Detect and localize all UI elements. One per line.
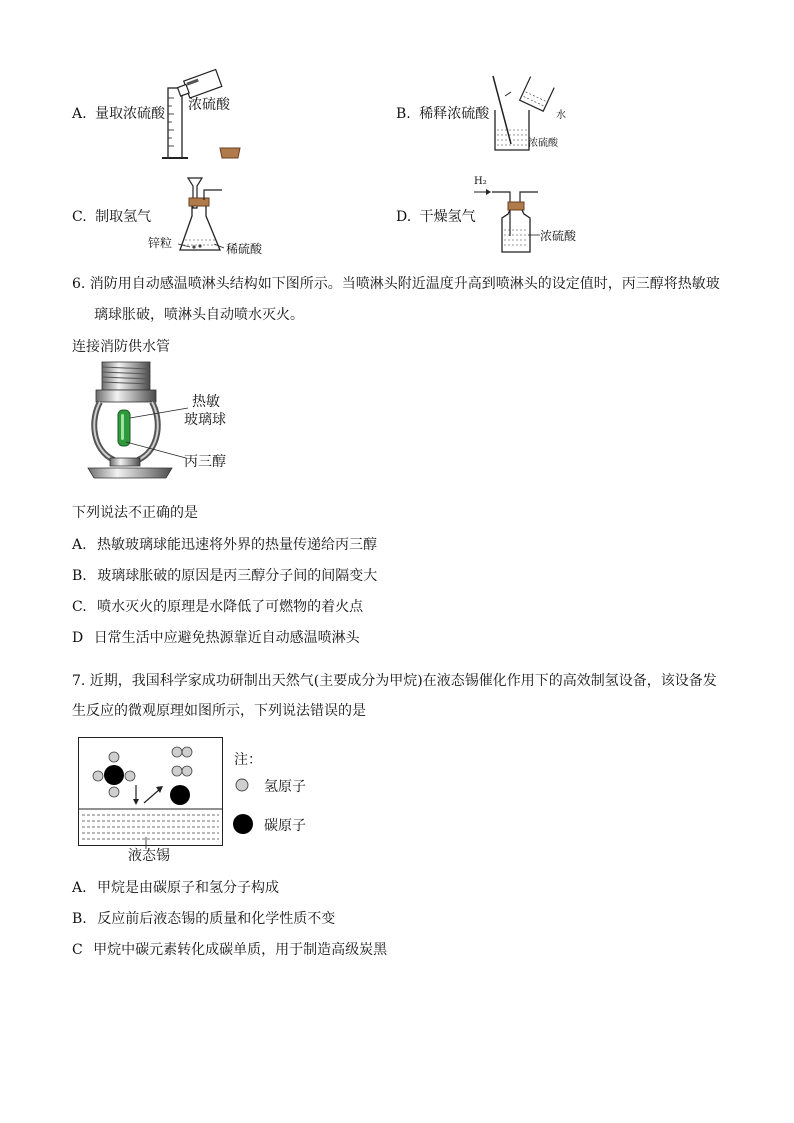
q7-option-b-letter: B. <box>72 911 87 927</box>
q7-hydrogen-label: 氢原子 <box>264 779 306 795</box>
q6-option-b-letter: B. <box>72 568 87 584</box>
q6-option-d-text: 日常生活中应避免热源靠近自动感温喷淋头 <box>93 630 360 646</box>
q5-d-drying-bottle-figure <box>472 180 552 258</box>
q7-tin-label: 液态锡 <box>128 848 170 864</box>
q6-stem-line2: 璃球胀破，喷淋头自动喷水灭火。 <box>94 307 304 323</box>
q6-bulb-label-1: 热敏 <box>192 394 220 410</box>
q6-option-a-text: 热敏玻璃球能迅速将外界的热量传递给丙三醇 <box>97 537 378 553</box>
q7-option-c-letter: C <box>72 942 83 958</box>
q5-d-acid-label: 浓硫酸 <box>540 229 577 243</box>
q7-stem-line2: 生反应的微观原理如图所示，下列说法错误的是 <box>72 703 366 719</box>
q5-option-d-text: 干燥氢气 <box>419 209 476 225</box>
q5-option-d <box>396 207 476 227</box>
q7-option-a-letter: A. <box>72 880 87 896</box>
q7-option-b <box>72 909 335 929</box>
q6-option-c-text: 喷水灭火的原理是水降低了可燃物的着火点 <box>97 599 364 615</box>
q5-option-b-letter: B. <box>396 106 411 122</box>
q5-d-gas-label: H₂ <box>474 176 487 187</box>
q6-option-c-letter: C. <box>72 599 87 615</box>
q7-option-a <box>72 878 279 898</box>
q5-option-c-text: 制取氢气 <box>95 209 152 225</box>
q5-option-a-text: 量取浓硫酸 <box>95 106 166 122</box>
q7-option-a-text: 甲烷是由碳原子和氢分子构成 <box>97 880 280 896</box>
q5-option-b <box>396 104 489 124</box>
q5-a-graduated-cylinder-figure <box>160 70 250 162</box>
q5-option-a <box>72 104 165 124</box>
q5-option-c-letter: C. <box>72 209 87 225</box>
q7-stem-line1: 7. 近期，我国科学家成功研制出天然气(主要成分为甲烷)在液态锡催化作用下的高效制氢设备，该设备发 <box>72 673 717 689</box>
q7-carbon-legend-icon <box>232 813 254 835</box>
q7-option-b-text: 反应前后液态锡的质量和化学性质不变 <box>97 911 336 927</box>
q6-option-d <box>72 628 360 648</box>
q6-option-a-letter: A. <box>72 537 87 553</box>
q6-question: 下列说法不正确的是 <box>72 505 198 521</box>
q6-option-b <box>72 566 377 586</box>
q5-a-label: 浓硫酸 <box>188 97 230 113</box>
q6-option-a <box>72 535 377 555</box>
q7-note-label: 注： <box>234 752 262 768</box>
q7-carbon-label: 碳原子 <box>264 818 306 834</box>
q7-option-c-text: 甲烷中碳元素转化成碳单质，用于制造高级炭黑 <box>93 942 388 958</box>
q5-option-d-letter: D. <box>396 209 412 225</box>
q6-option-d-letter: D <box>72 630 84 646</box>
q7-hydrogen-legend-icon <box>234 777 250 793</box>
q5-b-acid-label: 浓硫酸 <box>528 138 558 149</box>
q5-option-b-text: 稀释浓硫酸 <box>419 106 490 122</box>
q6-pipe-label: 连接消防供水管 <box>72 339 170 355</box>
q6-option-b-text: 玻璃球胀破的原因是丙三醇分子间的间隔变大 <box>97 568 378 584</box>
q6-sprinkler-figure <box>80 360 180 490</box>
q6-bulb-label-2: 玻璃球 <box>184 412 226 428</box>
q5-option-a-letter: A. <box>72 106 87 122</box>
q6-glycerol-label: 丙三醇 <box>184 454 226 470</box>
q5-option-c <box>72 207 151 227</box>
q6-option-c <box>72 597 363 617</box>
q5-b-water-label: 水 <box>556 110 566 121</box>
q5-c-zinc-label: 锌粒 <box>148 236 173 250</box>
q5-c-acid-label: 稀硫酸 <box>226 242 263 256</box>
q7-reaction-diagram <box>78 737 224 849</box>
q6-stem-line1: 6. 消防用自动感温喷淋头结构如下图所示。当喷淋头附近温度升高到喷淋头的设定值时，丙三醇将热敏玻 <box>72 276 720 292</box>
q7-option-c <box>72 940 387 960</box>
